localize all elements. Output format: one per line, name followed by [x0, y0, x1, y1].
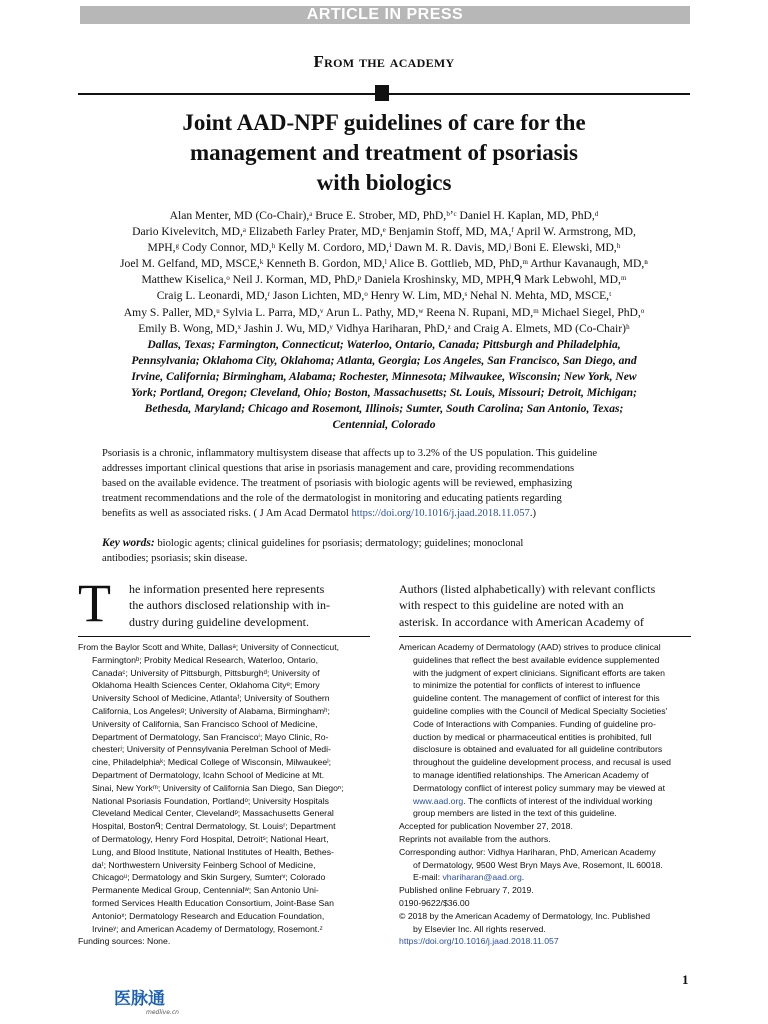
author-list — [74, 208, 694, 337]
corresponding-author: Corresponding author: Vidhya Hariharan, PhD, American Academy — [399, 846, 656, 857]
reprints-note: Reprints not available from the authors. — [399, 833, 551, 844]
footnote-divider-left — [78, 636, 370, 637]
affiliation-line: Centennial, Colorado — [332, 418, 436, 432]
keywords — [102, 536, 667, 566]
abstract-doi-link[interactable]: https://doi.org/10.1016/j.jaad.2018.11.057 — [351, 508, 530, 519]
title-line: Joint AAD-NPF guidelines of care for the — [182, 110, 586, 135]
footnote-line: Hospital, Bostonᑫ; Central Dermatology, St. Louisʳ; Department — [92, 821, 336, 832]
author-line: MPH,ᵍ Cody Connor, MD,ʰ Kelly M. Cordoro, MD,ⁱ Dawn M. R. Davis, MD,ʲ Boni E. Elewski, MD,ʰ — [147, 241, 621, 255]
footnote-line: formed Services Health Education Consortium, Joint-Base San — [92, 897, 334, 908]
abstract-line — [102, 506, 667, 521]
footnote-line: disclosure is obtained and evaluated for all guideline contributors — [413, 744, 663, 755]
footnote-line: Irvineʸ; and American Academy of Dermatology, Rosemont.ᶻ — [92, 923, 323, 934]
abstract-line: based on the available evidence. The treatment of psoriasis with biologic agents will be reviewed, emphasizing — [102, 478, 573, 489]
email-line — [399, 871, 694, 884]
body-line: dustry during guideline development. — [129, 614, 309, 629]
affiliation-footnotes — [78, 641, 370, 948]
title-line: with biologics — [316, 170, 452, 195]
footnote-line: Department of Dermatology, Icahn School of Medicine at Mt. — [92, 769, 325, 780]
footnote-line: Dermatology conflict of interest policy summary may be viewed at — [413, 782, 666, 793]
author-line: Joel M. Gelfand, MD, MSCE,ᵏ Kenneth B. Gordon, MD,ˡ Alice B. Gottlieb, MD, PhD,ᵐ Arthur Kavanaugh, MD,ⁿ — [120, 257, 648, 271]
author-line: Emily B. Wong, MD,ˣ Jashin J. Wu, MD,ʸ Vidhya Hariharan, PhD,ᶻ and Craig A. Elmets, MD (Co-Chair)ʰ — [138, 321, 630, 335]
keywords-text: biologic agents; clinical guidelines for psoriasis; dermatology; guidelines; monoclonal — [154, 538, 524, 549]
affiliation-line: York; Portland, Oregon; Cleveland, Ohio; Boston, Massachusetts; St. Louis, Missouri; Detroit, Michigan; — [130, 386, 637, 400]
footnote-line: Cleveland Medical Center, Clevelandᵖ; Massachusetts General — [92, 808, 334, 819]
author-line: Matthew Kiselica,ᵒ Neil J. Korman, MD, PhD,ᵖ Daniela Kroshinsky, MD, MPH,ᑫ Mark Lebwohl, MD,ᵐ — [141, 273, 627, 287]
footnote-line: California, Los Angelesᵍ; University of Alabama, Birminghamʰ; — [92, 705, 330, 716]
footnote-line: Chicagoᵘ; Dermatology and Skin Surgery, Sumterᵛ; Colorado — [92, 872, 326, 883]
footnote-line: cine, Philadelphiaᵏ; Medical College of Wisconsin, Milwaukeeˡ; — [92, 757, 331, 768]
footnote-line: guideline complies with the Council of Medical Specialty Societies' — [413, 705, 668, 716]
footnote-line: guidelines that reflect the best available evidence supplemented — [413, 654, 660, 665]
footnote-line: Lung, and Blood Institute, National Institutes of Health, Bethes- — [92, 846, 334, 857]
body-line: asterisk. In accordance with American Academy of — [399, 614, 644, 629]
affiliation-locations — [74, 337, 694, 434]
body-column-left — [78, 581, 370, 630]
abstract-line: addresses important clinical questions that arise in psoriasis management and care, providing recommendations — [102, 463, 575, 474]
footnote-line: National Psoriasis Foundation, Portlandᵒ; University Hospitals — [92, 795, 329, 806]
footnote-line: Department of Dermatology, San Franciscoⁱ; Mayo Clinic, Ro- — [92, 731, 329, 742]
body-line: the authors disclosed relationship with in- — [129, 598, 330, 613]
affiliation-line: Dallas, Texas; Farmington, Connecticut; Waterloo, Ontario, Canada; Pittsburgh and Philadelphia, — [147, 338, 621, 351]
body-line: he information presented here represents — [129, 582, 325, 596]
body-line: with respect to this guideline are noted with an — [399, 598, 624, 613]
abstract-citation: benefits as well as associated risks. ( J Am Acad Dermatol — [102, 508, 352, 519]
abstract-line: Psoriasis is a chronic, inflammatory multisystem disease that affects up to 3.2% of the US population. This guideline — [102, 448, 598, 459]
footnote-line: Code of Interactions with Companies. Funding of guideline pro- — [413, 718, 656, 729]
footnote-line: American Academy of Dermatology (AAD) strives to produce clinical — [399, 642, 661, 652]
abstract-line: treatment recommendations and the role of the dermatologist in monitoring and educating patients regarding — [102, 493, 562, 504]
article-in-press-banner: ARTICLE IN PRESS — [80, 6, 690, 24]
drop-cap: T — [78, 573, 111, 633]
author-line: Alan Menter, MD (Co-Chair),ᵃ Bruce E. Strober, MD, PhD,ᵇʼᶜ Daniel H. Kaplan, MD, PhD,ᵈ — [169, 209, 599, 222]
footnote-line: with the judgment of expert clinicians. Significant efforts are taken — [413, 667, 665, 678]
affiliation-line: Irvine, California; Birmingham, Alabama; Rochester, Minnesota; Milwaukee, Wisconsin; New York, New — [131, 370, 637, 384]
email-end: . — [521, 872, 525, 883]
footnote-line: throughout the guideline development process, and recusal is used — [413, 757, 671, 768]
footnote-line: to minimize the potential for conflicts of interest to influence — [413, 680, 641, 691]
section-rule-marker — [375, 85, 389, 101]
footnote-line: Oklahoma Health Sciences Center, Oklahoma Cityᵉ; Emory — [92, 680, 320, 691]
abstract — [102, 446, 667, 521]
keywords-label: Key words: — [102, 537, 155, 549]
footnote-line: duction by medical or pharmaceutical entities is prohibited, full — [413, 731, 652, 742]
medlive-logo — [112, 984, 182, 1016]
footnote-line: Farmingtonᵇ; Probity Medical Research, Waterloo, Ontario, — [92, 654, 319, 665]
footnote-line: University School of Medicine, Atlantaᶠ; University of Southern — [92, 693, 330, 704]
footnote-line: group members are listed in the text of this guideline. — [413, 808, 617, 819]
footnote-line: Permanente Medical Group, Centennialʷ; San Antonio Uni- — [92, 885, 319, 896]
keywords-line — [102, 536, 667, 551]
corresponding-address: of Dermatology, 9500 West Bryn Mays Ave, Rosemont, IL 60018. — [413, 859, 663, 870]
footnote-line: of Dermatology, Henry Ford Hospital, Detroitˢ; National Heart, — [92, 833, 329, 844]
body-column-right — [399, 581, 691, 630]
email-link[interactable]: vhariharan@aad.org — [442, 872, 522, 883]
logo-text: 医脉通 — [114, 989, 165, 1009]
section-heading: From the academy — [313, 52, 455, 71]
copyright-line: © 2018 by the American Academy of Dermatology, Inc. Published — [399, 910, 651, 921]
abstract-citation-end: .) — [529, 508, 536, 519]
footnote-line: Antonioˣ; Dermatology Research and Education Foundation, — [92, 910, 325, 921]
title-line: management and treatment of psoriasis — [190, 140, 578, 165]
accepted-date: Accepted for publication November 27, 2018. — [399, 821, 573, 832]
footnote-line: From the Baylor Scott and White, Dallasᵃ; University of Connecticut, — [78, 642, 340, 652]
affiliation-line: Bethesda, Maryland; Chicago and Rosemont, Illinois; Sumter, South Carolina; San Antonio, Texas; — [144, 402, 624, 416]
published-date: Published online February 7, 2019. — [399, 885, 534, 896]
footnote-line: Sinai, New Yorkᵐ; University of California San Diego, San Diegoⁿ; — [92, 782, 344, 793]
author-line: Dario Kivelevitch, MD,ᵃ Elizabeth Farley Prater, MD,ᵉ Benjamin Stoff, MD, MA,ᶠ April W. Armstrong, MD, — [132, 225, 636, 239]
issn: 0190-9622/$36.00 — [399, 897, 470, 908]
footnote-line: daᵗ; Northwestern University Feinberg School of Medicine, — [92, 859, 316, 870]
footnote-line — [399, 795, 694, 808]
footnote-divider-right — [399, 636, 691, 637]
footnote-line: Canadaᶜ; University of Pittsburgh, Pittsburghᵈ; University of — [92, 667, 320, 678]
article-title — [80, 108, 688, 198]
keywords-line: antibodies; psoriasis; skin disease. — [102, 553, 248, 564]
aad-website-link[interactable]: www.aad.org — [413, 795, 464, 806]
author-line: Amy S. Paller, MD,ᵘ Sylvia L. Parra, MD,ᵛ Arun L. Pathy, MD,ʷ Reena N. Rupani, MD,ᵐ Michael Siegel, PhD,ᵒ — [123, 305, 645, 319]
logo-subtext: medlive.cn — [146, 1009, 179, 1016]
footnote-line: University of California, San Francisco School of Medicine, — [92, 718, 318, 729]
footnote-text: . The conflicts of interest of the individual working — [463, 795, 653, 806]
footnote-line: chesterʲ; University of Pennsylvania Perelman School of Medi- — [92, 744, 331, 755]
author-line: Craig L. Leonardi, MD,ʳ Jason Lichten, MD,ᵒ Henry W. Lim, MD,ˢ Nehal N. Mehta, MD, MSCE,ᵗ — [156, 289, 612, 303]
footnote-line: guideline content. The management of conflict of interest for this — [413, 693, 660, 704]
affiliation-line: Pennsylvania; Oklahoma City, Oklahoma; Atlanta, Georgia; Los Angeles, San Francisco, San Diego, and — [131, 354, 637, 368]
article-notes — [399, 641, 694, 948]
body-line: Authors (listed alphabetically) with relevant conflicts — [399, 582, 656, 596]
copyright-line: by Elsevier Inc. All rights reserved. — [413, 923, 546, 934]
page-number: 1 — [682, 972, 689, 987]
funding-sources: Funding sources: None. — [78, 936, 171, 947]
doi-link[interactable]: https://doi.org/10.1016/j.jaad.2018.11.057 — [399, 936, 559, 947]
email-label: E-mail: — [413, 872, 443, 883]
footnote-line: to manage identified relationships. The American Academy of — [413, 769, 649, 780]
